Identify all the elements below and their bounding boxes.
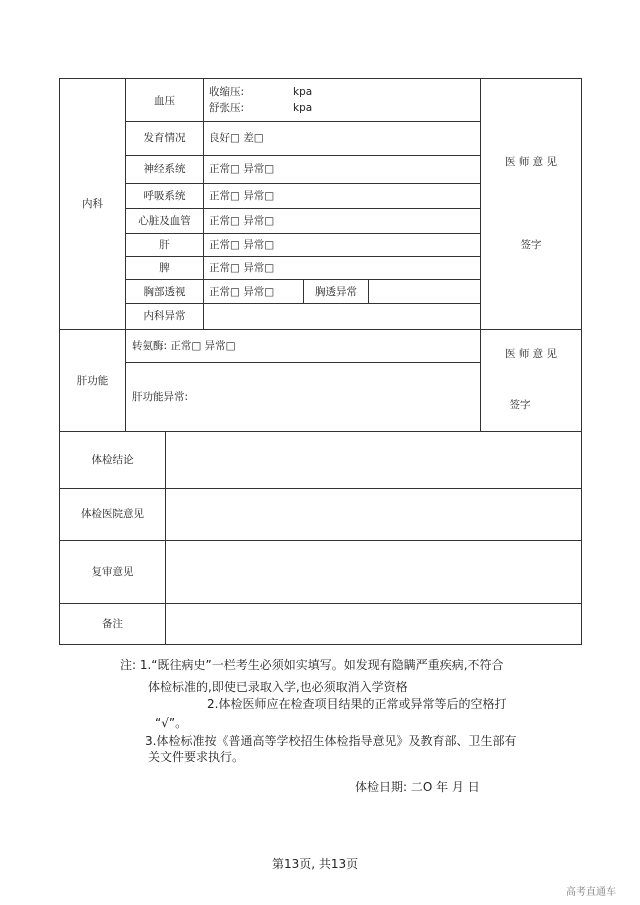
exam-conclusion-field[interactable] (166, 432, 581, 488)
note-line-2: 体检标准的,即使已录取入学,也必须取消入学资格 (148, 680, 408, 694)
review-opinion-label: 复审意见 (91, 566, 134, 578)
remarks-field[interactable] (166, 604, 581, 644)
internal-doctor-opinion: 医 师 意 见 (504, 156, 557, 168)
liver-function-label: 肝功能 (76, 375, 109, 387)
note-line-3: 2.体检医师应在检查项目结果的正常或异常等后的空格打 (207, 697, 507, 711)
row-label-spleen: 脾 (159, 262, 170, 274)
liver-signature[interactable]: 签字 (509, 399, 531, 411)
hospital-opinion-field[interactable] (166, 489, 581, 540)
row-options-development[interactable]: 良好□ 差□ (209, 132, 264, 144)
row-label-development: 发育情况 (143, 132, 186, 144)
page-number: 第13页, 共13页 (272, 857, 359, 871)
hospital-opinion-label: 体检医院意见 (81, 508, 144, 520)
row-label-respiratory: 呼吸系统 (143, 190, 186, 202)
systolic-label: 收缩压: (209, 86, 245, 98)
row-label-cardio: 心脏及血管 (138, 215, 191, 227)
exam-date-line: 体检日期: 二O 年 月 日 (355, 780, 480, 794)
note-line-5: 3.体检标准按《普通高等学校招生体检指导意见》及教育部、卫生部有 (145, 734, 517, 748)
watermark-text: 高考直通车 (566, 887, 616, 898)
note-line-6: 关文件要求执行。 (148, 750, 245, 764)
alt-options[interactable]: 转氨酶: 正常□ 异常□ (132, 340, 236, 352)
exam-conclusion-label: 体检结论 (91, 454, 134, 466)
internal-abnormal-label: 内科异常 (143, 310, 186, 322)
liver-abnormal-label: 肝功能异常: (132, 391, 189, 403)
review-opinion-field[interactable] (166, 541, 581, 603)
row-options-liver[interactable]: 正常□ 异常□ (209, 239, 275, 251)
blood-pressure-label: 血压 (154, 95, 175, 107)
liver-doctor-opinion: 医 师 意 见 (504, 348, 557, 360)
row-options-respiratory[interactable]: 正常□ 异常□ (209, 190, 275, 202)
remarks-label: 备注 (102, 618, 123, 630)
internal-medicine-label: 内科 (82, 198, 103, 210)
diastolic-label: 舒张压: (209, 102, 245, 114)
note-line-4: “√”。 (155, 716, 188, 730)
row-label-nervous: 神经系统 (143, 163, 186, 175)
row-options-nervous[interactable]: 正常□ 异常□ (209, 163, 275, 175)
diastolic-unit: kpa (293, 102, 313, 114)
row-label-chest-xray: 胸部透视 (143, 286, 186, 298)
row-options-chest-xray[interactable]: 正常□ 异常□ (209, 286, 275, 298)
row-label-liver: 肝 (159, 239, 170, 251)
systolic-unit: kpa (293, 86, 313, 98)
row-options-spleen[interactable]: 正常□ 异常□ (209, 262, 275, 274)
internal-signature[interactable]: 签字 (520, 239, 542, 251)
note-line-1: 注: 1.“既往病史”一栏考生必须如实填写。如发现有隐瞒严重疾病,不符合 (120, 658, 504, 672)
chest-abnormal-label: 胸透异常 (315, 286, 357, 298)
row-options-cardio[interactable]: 正常□ 异常□ (209, 215, 275, 227)
